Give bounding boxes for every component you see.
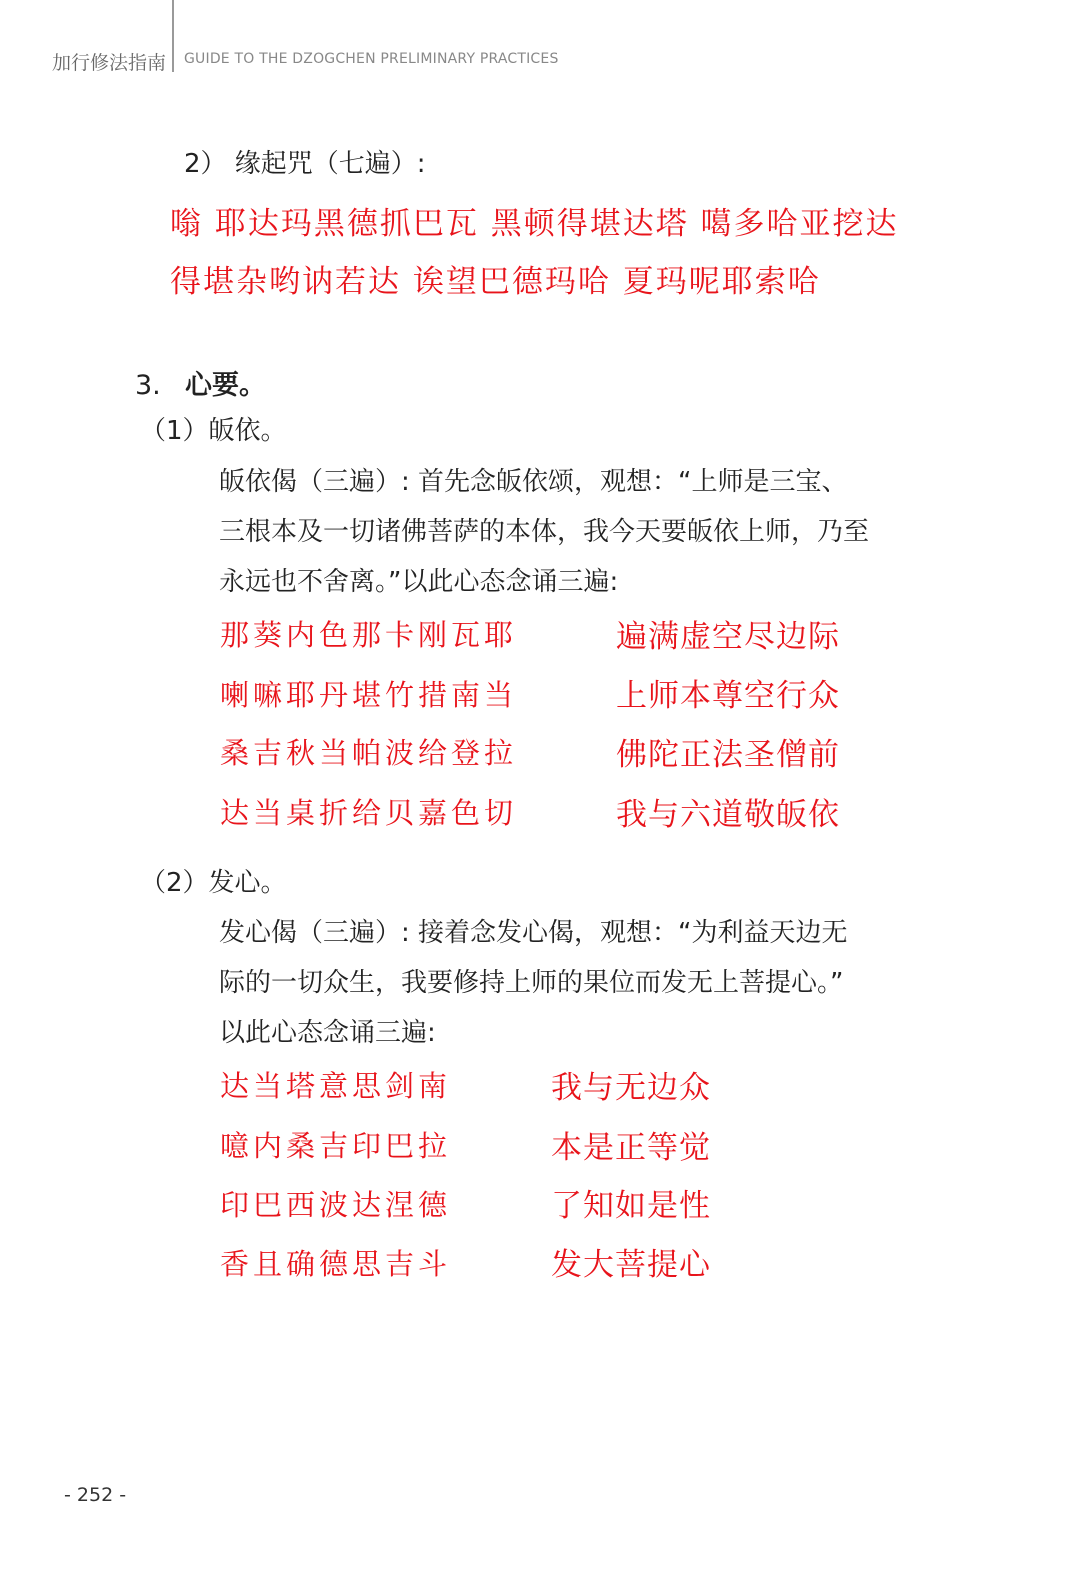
section-3-number: 3.	[135, 370, 161, 401]
bodhicitta-heading: （2）发心。	[140, 868, 287, 898]
bodhicitta-verse-tibetan: 噫内桑吉印巴拉	[220, 1129, 452, 1163]
refuge-verse-tibetan: 喇嘛耶丹堪竹措南当	[220, 678, 518, 712]
bodhicitta-verse-chinese: 我与无边众	[551, 1070, 711, 1106]
bodhicitta-paragraph-line-1: 发心偈（三遍）: 接着念发心偈，观想：“为利益天边无	[219, 918, 848, 948]
refuge-verse-chinese: 遍满虚空尽边际	[616, 619, 840, 655]
refuge-verse-chinese: 上师本尊空行众	[616, 678, 840, 714]
refuge-verse-chinese: 佛陀正法圣僧前	[616, 737, 840, 773]
header-chinese-title: 加行修法指南	[52, 52, 167, 74]
refuge-verse-tibetan: 达当桌折给贝嘉色切	[220, 796, 518, 830]
refuge-paragraph-line-1: 皈依偈（三遍）: 首先念皈依颂，观想：“上师是三宝、	[219, 467, 848, 497]
refuge-heading: （1）皈依。	[140, 416, 287, 446]
refuge-verse-chinese: 我与六道敬皈依	[616, 797, 840, 833]
section-2-title: 2） 缘起咒（七遍）:	[184, 149, 426, 179]
refuge-verse-tibetan: 那葵内色那卡刚瓦耶	[220, 618, 518, 652]
refuge-paragraph-line-2: 三根本及一切诸佛菩萨的本体，我今天要皈依上师，乃至	[219, 517, 870, 547]
section-3-title: 心要。	[185, 370, 266, 401]
refuge-paragraph-line-3: 永远也不舍离。”以此心态念诵三遍:	[219, 567, 619, 597]
header-divider	[172, 0, 174, 72]
bodhicitta-paragraph-line-3: 以此心态念诵三遍:	[219, 1018, 436, 1048]
mantra-line-1: 嗡 耶达玛黑德抓巴瓦 黑顿得堪达塔 噶多哈亚挖达	[170, 206, 899, 242]
page-number: - 252 -	[64, 1484, 127, 1506]
bodhicitta-verse-tibetan: 香且确德思吉斗	[220, 1247, 452, 1281]
bodhicitta-verse-tibetan: 达当塔意思剑南	[220, 1069, 452, 1103]
bodhicitta-verse-chinese: 本是正等觉	[551, 1130, 711, 1166]
bodhicitta-verse-chinese: 了知如是性	[551, 1188, 711, 1224]
mantra-line-2: 得堪杂哟讷若达 诶望巴德玛哈 夏玛呢耶索哈	[170, 264, 821, 300]
bodhicitta-paragraph-line-2: 际的一切众生，我要修持上师的果位而发无上菩提心。”	[219, 968, 844, 998]
header-english-title: GUIDE TO THE DZOGCHEN PRELIMINARY PRACTICES	[184, 51, 559, 67]
refuge-verse-tibetan: 桑吉秋当帕波给登拉	[220, 736, 518, 770]
section-3-heading	[135, 363, 266, 402]
bodhicitta-verse-tibetan: 印巴西波达涅德	[220, 1188, 452, 1222]
bodhicitta-verse-chinese: 发大菩提心	[551, 1247, 711, 1283]
